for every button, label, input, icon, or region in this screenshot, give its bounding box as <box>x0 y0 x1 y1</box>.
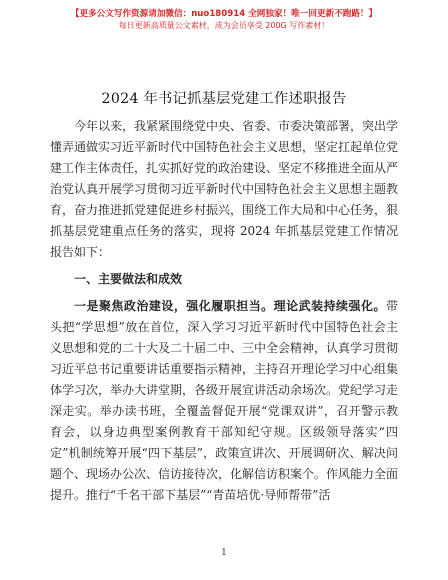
point-1-body: 带头把“学思想”放在首位，深入学习习近平新时代中国特色社会主义思想和党的二十大及二十届二中、三中全会精神，认真学习贯彻习近平总书记重要讲话重要指示精神，主持召开理论学习中心组集体学习次，举办大讲堂期，各级开展宣讲活动余场次。党纪学习走深走实。举办读书班，全覆盖督促开展“党课双讲”，召开警示教育会，以身边典型案例教育干部知纪守规。区级领导落实“四定”机制统筹开展“四下基层”，政策宣讲次、开展调研次、解决问题个、现场办公次、信访接待次，化解信访积案个。作风能力全面提升。推行“千名干部下基层”“青苗培优·导师帮带”活 <box>50 299 399 502</box>
promo-banner-line-1: 【更多公文写作资源请加微信：nuo180914 全网独家！唯一回更新不跑路！】 <box>70 9 378 19</box>
document-title: 2024 年书记抓基层党建工作述职报告 <box>101 91 347 107</box>
page-number: 1 <box>221 548 227 558</box>
document-body <box>50 116 398 506</box>
promo-banner-line-2: 每日更新高质量公文素材，成为会员享受 200G 写作素材！ <box>118 21 330 30</box>
point-1-lead: 一是聚焦政治建设，强化履职担当。理论武装持续强化。 <box>74 299 386 313</box>
section-heading: 一、主要做法和成效 <box>74 272 183 286</box>
point-1-paragraph <box>50 296 398 506</box>
promo-banner <box>0 8 448 32</box>
intro-paragraph: 今年以来，我紧紧围绕党中央、省委、市委决策部署，突出学懂弄通做实习近平新时代中国特色社会主义思想，坚定扛起单位党建工作主体责任，扎实抓好党的政治建设、坚定不移推进全面从严治党认真开展学习贯彻习近平新时代中国特色社会主义思想主题教育，奋力推进抓党建促进乡村振兴，围绕工作大局和中心任务，狠抓基层党建重点任务的落实，现将 2024 年抓基层党建工作情况报告如下： <box>50 119 399 259</box>
